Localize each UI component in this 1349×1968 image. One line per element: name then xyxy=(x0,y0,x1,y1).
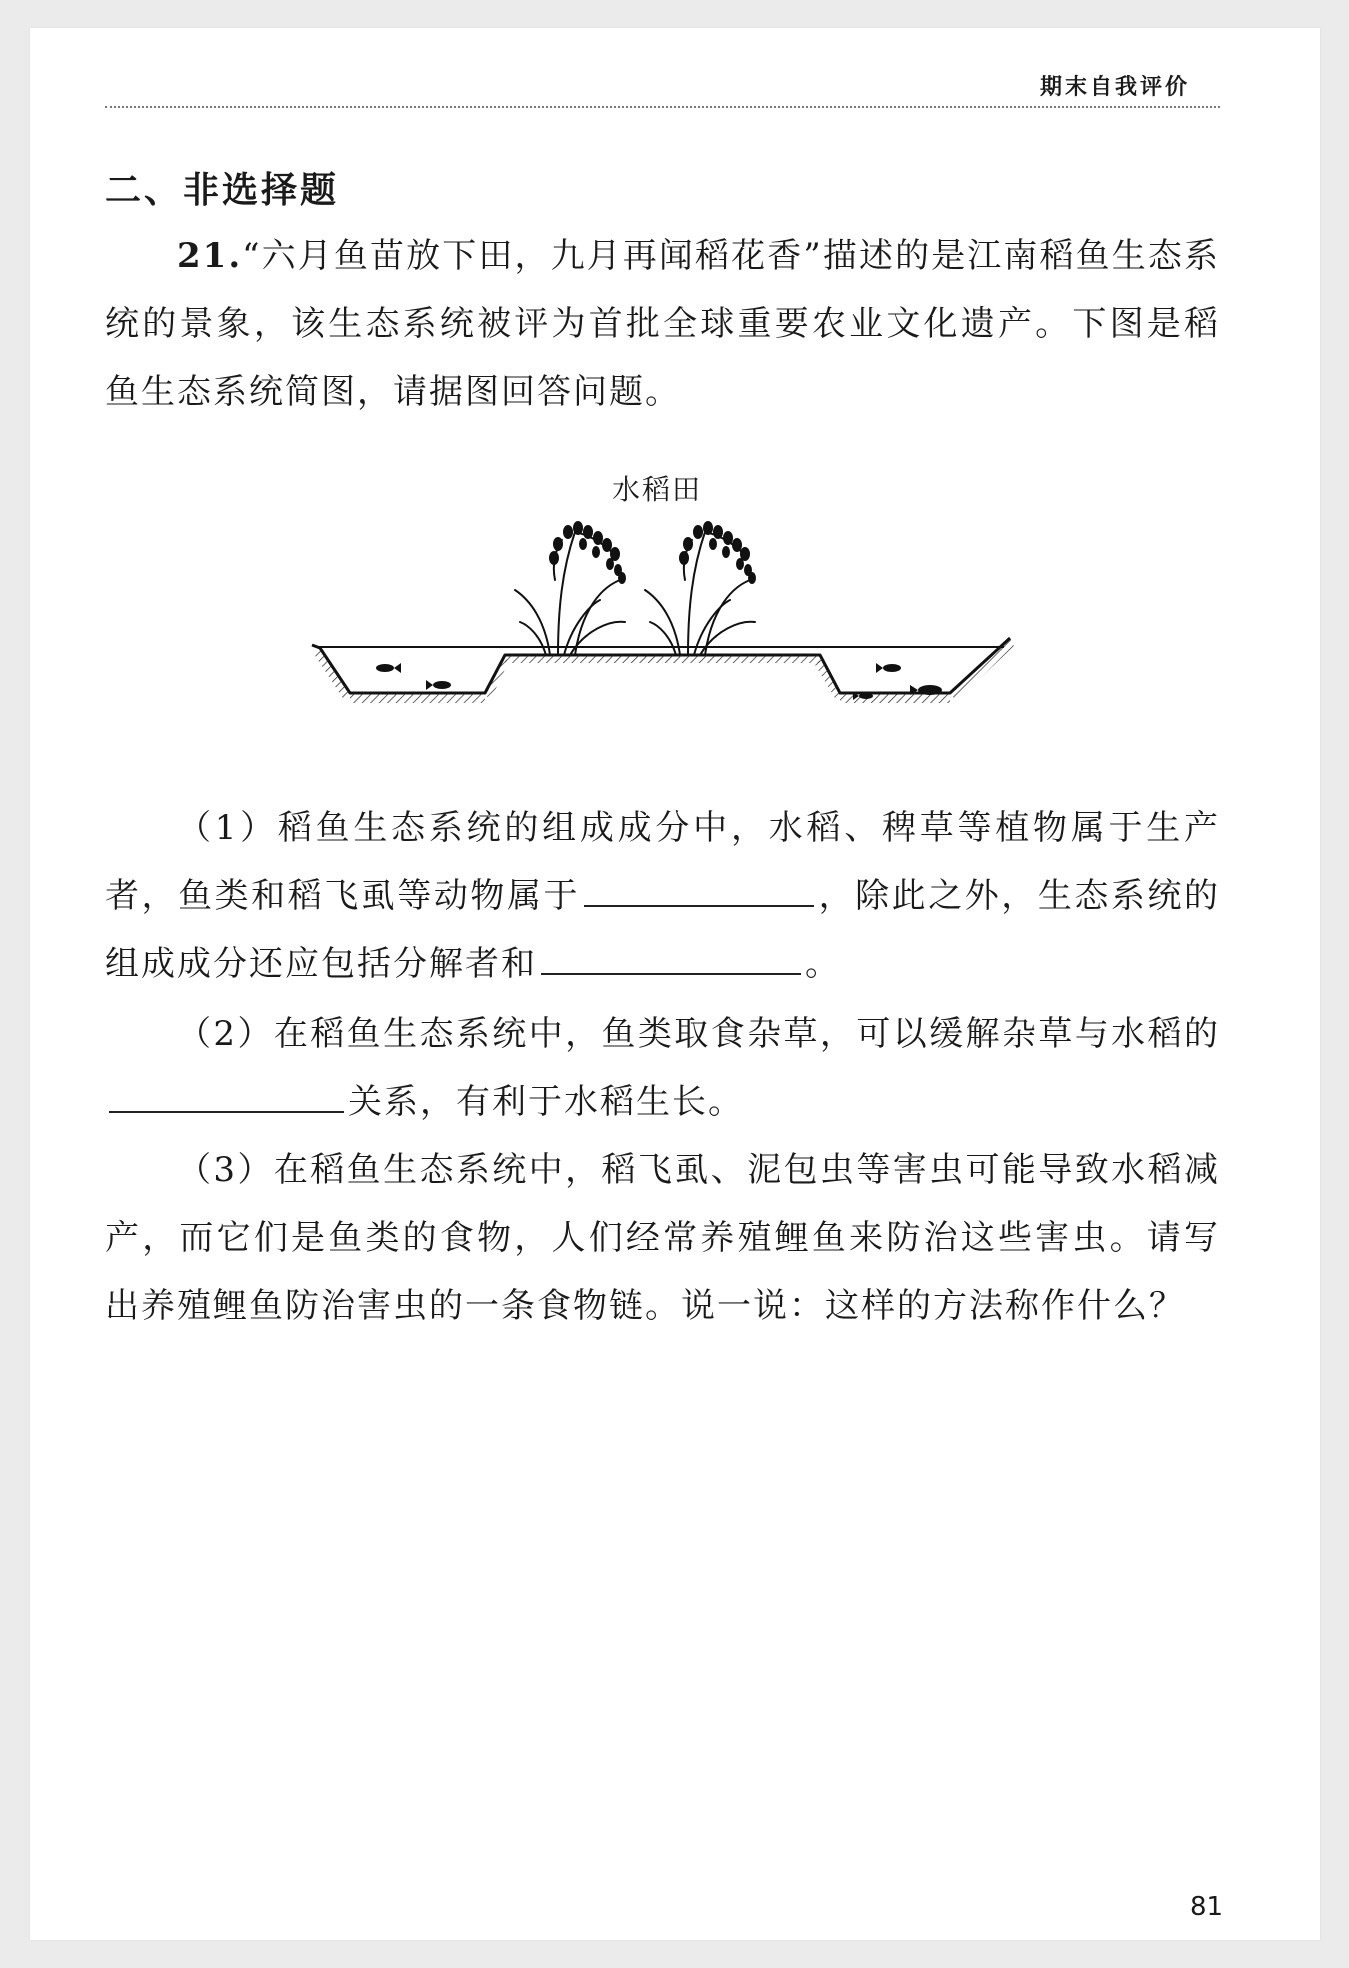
header-title: 期末自我评价 xyxy=(1040,75,1191,100)
question-intro-text: “六月鱼苗放下田，九月再闻稻花香”描述的是江南稻鱼生态系统的景象，该生态系统被评为首批全球重要农业文化遗产。下图是稻鱼生态系统简图，请据图回答问题。 xyxy=(105,236,1220,412)
question-number: 21. xyxy=(177,236,243,276)
rice-grains-2 xyxy=(679,521,756,584)
section-title: 二、非选择题 xyxy=(105,170,340,211)
rice-grains-1 xyxy=(549,521,626,584)
part-1-text-c: 。 xyxy=(805,944,841,984)
paddy-field-figure xyxy=(300,510,1020,720)
header-divider xyxy=(105,106,1220,108)
field-soil xyxy=(505,655,820,663)
answer-blank-2[interactable] xyxy=(541,933,801,975)
question-intro xyxy=(105,222,1220,426)
part-2 xyxy=(105,1000,1220,1136)
fish-1 xyxy=(376,663,401,673)
fish-3 xyxy=(876,663,901,673)
part-1 xyxy=(105,794,1220,998)
part-1-text-a: （1）稻鱼生态系统的组成成分中，水稻、稗草等植物属于生产者，鱼类和稻飞虱等动物属于 xyxy=(105,808,1220,916)
part-3: （3）在稻鱼生态系统中，稻飞虱、泥包虫等害虫可能导致水稻减产，而它们是鱼类的食物，人们经常养殖鲤鱼来防治这些害虫。请写出养殖鲤鱼防治害虫的一条食物链。说一说：这样的方法称作什么？ xyxy=(105,1150,1220,1326)
part-2-text-b: 关系，有利于水稻生长。 xyxy=(348,1082,744,1122)
part-2-text-a: （2）在稻鱼生态系统中，鱼类取食杂草，可以缓解杂草与水稻的 xyxy=(177,1014,1220,1054)
fish-2 xyxy=(426,680,451,690)
answer-blank-1[interactable] xyxy=(584,865,814,907)
ditch-soil-left xyxy=(350,693,485,703)
page-number: 81 xyxy=(1190,1892,1224,1922)
answer-blank-3[interactable] xyxy=(109,1071,344,1113)
part-1-text-b: ，除此之外，生态系统的组成成分还应包括分解者和 xyxy=(105,876,1221,984)
figure-label: 水稻田 xyxy=(612,473,703,506)
